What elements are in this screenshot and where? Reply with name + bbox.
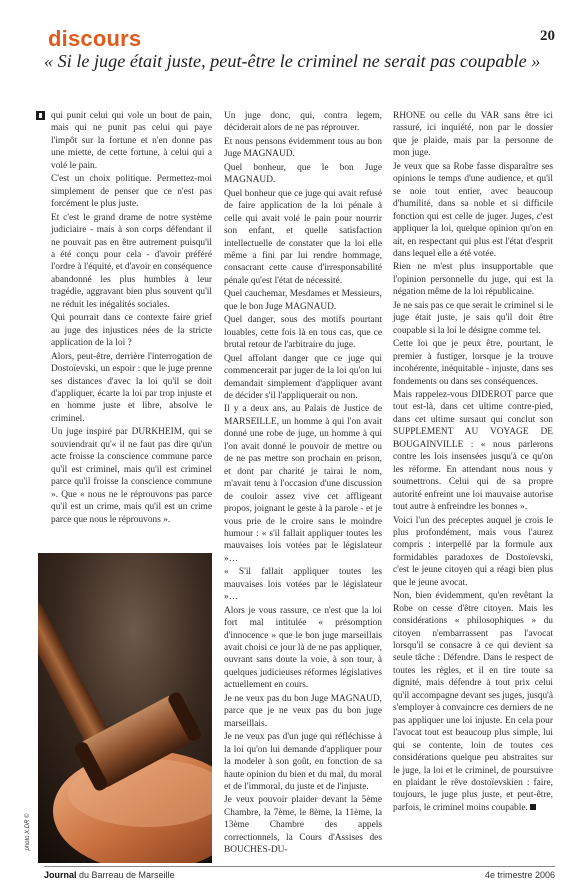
paragraph: Alors je vous rassure, ce n'est que la loi fort mal intitulée « présomption d'innocence » que le bon juge marseillais avait choisi ce jour là de ne pas appliquer, ouvrant sans doute la voie, à son tour, à quelques judicieuses réformes législatives actuellement en cours. <box>224 605 382 691</box>
paragraph: Mais rappelez-vous DIDEROT parce que tout est-là, dans cet ultime contre-pied, dans cet ultime sursaut qui conclut son SUPPLEMENT AU VOYAGE DE BOUGAINVILLE : « nous parlerons contre les lois insensées jusqu'à ce qu'on les réforme. En attendant nous nous y soumettrons. Celui qui de sa propre autorité enfreint une loi mauvaise autorise tout autre à enfreindre les bonnes ». <box>393 389 553 513</box>
paragraph: Je ne veux pas du bon Juge MAGNAUD, parce que je ne veux pas du bon juge marseillais. <box>224 693 382 729</box>
footer-divider <box>44 866 555 867</box>
final-paragraph-text: Non, bien évidemment, qu'en revêtant la Robe on cesse d'être citoyen. Mais les considérations « philosophiques » du citoyen n'embarrassent pas l'avocat lorsqu'il se consacre à ce qui devient sa seule tâche : Défendre. Dans le respect de toutes les règles, et il en tire toute sa dignité, mais défendre à tout prix celui qu'il accompagne devant ses juges, jusqu'à s'employer à convaincre ces derniers de ne pas appliquer une loi injuste. En cela pour l'avocat tout est beaucoup plus simple, lui qui se contente, loin de toutes ces considérations quelque peu abstraites sur le juge, la loi et le criminel, de poursuivre en plaidant le rêve dostoïevskien : faire, toujours, le juge plus juste, et peut-être, parfois, le criminel moins coupable. <box>393 591 553 813</box>
footer-journal-bold: Journal <box>44 870 77 880</box>
paragraph: Quel bonheur que ce juge qui avait refusé de faire application de la loi pénale à celle qui avait volé le pain pour nourrir son enfant, et quelle satisfaction intellectuelle de constater que la loi elle même a fini par lui rendre hommage, consacrant cette cause d'irresponsabilité pénale qu'est l'état de nécessité. <box>224 188 382 286</box>
footer-issue: 4e trimestre 2006 <box>484 870 555 880</box>
footer-journal-rest: du Barreau de Marseille <box>76 870 175 880</box>
article-headline: « Si le juge était juste, peut-être le criminel ne serait pas coupable » <box>44 51 541 71</box>
paragraph: Qui pourrait dans ce contexte faire grief au juge des injustices nées de la stricte application de la loi ? <box>51 313 212 349</box>
paragraph: RHONE ou celle du VAR sans être ici rassuré, ici inquiété, non par le dossier que je plaide, mais par la personne de mon juge. <box>393 111 553 159</box>
text-column-3 <box>393 110 553 814</box>
paragraph: Un juge donc, qui, contra legem, déciderait alors de ne pas réprouver. <box>224 111 382 134</box>
paragraph: Et c'est le grand drame de notre système judiciaire - mais à son corps défendant il ne pouvait pas en être autrement puisqu'il a été conçu pour cela - d'avoir préféré l'ordre à l'équité, et d'avoir en conséquence abandonné les plus humbles à leur tragédie, aggravant bien plus souvent qu'il ne réduit les inégalités sociales. <box>51 212 212 310</box>
paragraph: Je ne sais pas ce que serait le criminel si le juge était juste, je sais qu'il doit être coupable si la loi le désigne comme tel. <box>393 300 553 336</box>
gavel-image <box>38 553 212 863</box>
paragraph: Et nous pensons évidemment tous au bon Juge MAGNAUD. <box>224 136 382 160</box>
gavel-photo <box>38 553 212 863</box>
paragraph: Quel danger, sous des motifs pourtant louables, cette fois là en tous cas, que ce brutal retour de l'arbitraire du juge. <box>224 315 382 351</box>
lead-square-icon <box>36 111 45 120</box>
photo-credit-text: photo X.DR © <box>25 813 31 851</box>
text-column-2 <box>224 110 382 857</box>
photo-credit <box>22 800 34 864</box>
paragraph: Je veux pouvoir plaider devant la 5ème Chambre, la 7ème, le 8ème, la 11ème, la 13ème Chambre des appels correctionnels, la Cours d'Assises des BOUCHES-DU- <box>224 795 382 856</box>
paragraph: Cette loi que je peux être, pourtant, le premier à fustiger, lorsque je la trouve incohérente, inéquitable - injuste, dans ses fondements ou dans ses conséquences. <box>393 339 553 387</box>
text-column-1 <box>51 110 212 526</box>
paragraph-final <box>393 590 553 814</box>
paragraph: Alors, peut-être, derrière l'interrogation de Dostoïevski, un espoir : que le juge prenne ses distances d'avec la loi qu'il se doit d'appliquer, écarte la loi par trop injuste et en homme juste et libre, absolve le criminel. <box>51 351 212 424</box>
paragraph: Quel bonheur, que le bon Juge MAGNAUD. <box>224 162 382 186</box>
paragraph: Rien ne m'est plus insupportable que l'opinion personnelle du juge, qui est la négation même de la loi républicaine. <box>393 262 553 298</box>
paragraph: Quel affolant danger que ce juge qui commencerait par juger de la loi qu'on lui demandait simplement d'appliquer avant de décider s'il l'appliquerait ou non. <box>224 353 382 401</box>
paragraph: C'est un choix politique. Permettez-moi simplement de penser que ce n'est pas forcément le plus juste. <box>51 174 212 210</box>
paragraph: Voici l'un des préceptes auquel je crois le plus profondément, mais vous l'aurez compris : interpellé par la formule aux formidables paradoxes de Dostoïevski, c'est le jeune citoyen qui a réagi bien plus que le jeune avocat. <box>393 515 553 588</box>
end-of-article-icon <box>530 804 536 810</box>
section-label: discours <box>48 26 142 51</box>
paragraph: Je ne veux pas d'un juge qui réfléchisse à la loi qu'on lui demande d'appliquer pour la modeler à son goût, en fonction de sa haute opinion du bien et du mal, du moral et de l'immoral, du juste et de l'injuste. <box>224 732 382 793</box>
paragraph: Un juge inspiré par DURKHEIM, qui se souviendrait qu'« il ne faut pas dire qu'un acte froisse la conscience commune parce qu'il est criminel, mais qu'il est criminel parce qu'il froisse la conscience commune ». Que « nous ne le réprouvons pas parce qu'il est un crime, mais qu'il est un crime parce que nous le réprouvons ». <box>51 427 212 525</box>
paragraph: qui punit celui qui vole un bout de pain, mais qui ne punit pas celui qui paye l'impôt sur la fortune et n'en donne pas une miette, de cette fortune, à celui qui a volé le pain. <box>51 111 212 171</box>
paragraph: « S'il fallait appliquer toutes les mauvaises lois votées par le législateur »… <box>224 567 382 603</box>
footer-journal-name <box>44 870 175 880</box>
paragraph: Quel cauchemar, Mesdames et Messieurs, que le bon Juge MAGNAUD. <box>224 289 382 312</box>
paragraph: Il y a deux ans, au Palais de Justice de MARSEILLE, un homme à qui l'on avait donné une robe de juge, un homme à qui l'on avait donné le pouvoir de mettre ou de ne pas mettre son prochain en prison, et dont par charité je tairai le nom, m'avait tenu à l'occasion d'une discussion de couloir assez vive cet affligeant propos, joignant le geste à la parole - et je vous prie de le croire sans le moindre humour : « s'il fallait appliquer toutes les mauvaises lois votées par le législateur »… <box>224 404 382 564</box>
page-number: 20 <box>540 28 555 44</box>
paragraph: Je veux que sa Robe fasse disparaître ses opinions le temps d'une audience, et qu'il se noie tout entier, avec beaucoup d'humilité, dans sa noble et si difficile fonction qui est celle de juger. Juges, c'est appliquer la loi, quelque opinion qu'on en ait, en respectant qui plus est l'état d'esprit dans lequel elle a été votée. <box>393 161 553 259</box>
